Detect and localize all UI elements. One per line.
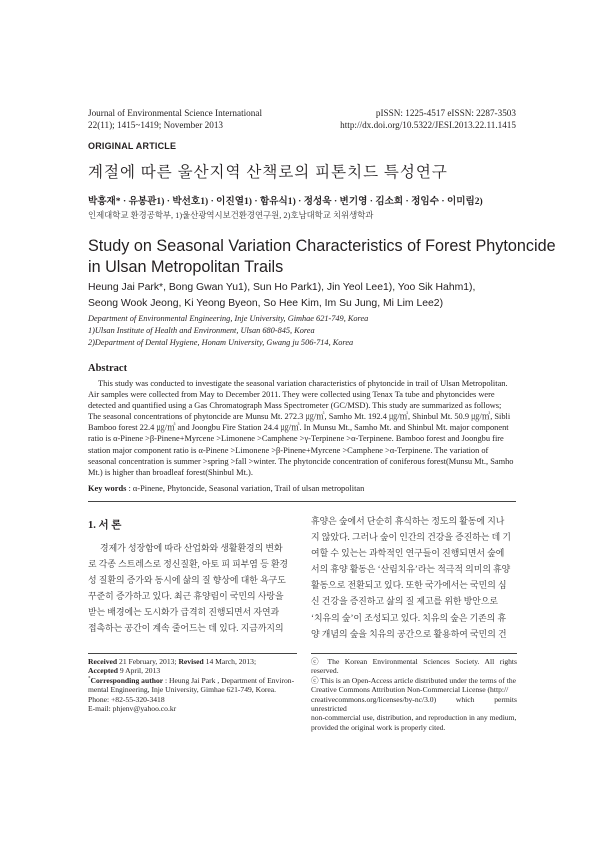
korean-title: 계절에 따른 울산지역 산책로의 피톤치드 특성연구 [88, 164, 448, 181]
abstract-line: detected and quantified using a Gas Chromatograph Mass Spectrometer (GC/MSD). This study are summarized as follows; [88, 401, 502, 411]
keywords [88, 484, 364, 493]
abstract-heading: Abstract [88, 363, 128, 374]
footnote-rule-left [88, 653, 297, 654]
issn: pISSN: 1225-4517 eISSN: 2287-3503 [375, 108, 516, 118]
affiliation-list [88, 313, 368, 350]
english-title-line2: in Ulsan Metropolitan Trails [88, 258, 284, 276]
korean-affiliations: 인제대학교 환경공학부, 1)울산광역시보건환경연구원, 2)호남대학교 치위생학과 [88, 211, 374, 220]
abstract-line: Mt.) is higher than broadleaf forest(Shinbul Mt.). [88, 467, 253, 477]
license-line: ⓒ This is an Open-Access article distributed under the terms of the [311, 675, 517, 685]
body-line: 성 질환의 증가와 동시에 삶의 질 향상에 대한 욕구도 [88, 575, 286, 586]
body-line: 지 않았다. 그러나 숲이 인간의 건강을 증진하는 데 기 [311, 532, 512, 543]
abstract-body [88, 378, 516, 478]
body-line: 여할 수 있는는 과학적인 연구들이 진행되면서 숲에 [311, 548, 505, 559]
footnote-rule-right [311, 653, 517, 654]
body-line: 서의 휴양 활동은 ‘산림치유’라는 적극적 의미의 휴양 [311, 564, 511, 575]
journal-volume: 22(11); 1415~1419; November 2013 [88, 120, 224, 130]
abstract-line: This study was conducted to investigate the seasonal variation characteristics of phytoncide in trail of Ulsan Metropolitan. [98, 379, 508, 388]
revised-label: Revised [178, 657, 204, 666]
abstract-line: ratio is α-Pinene >β-Pinene+Myrcene >Limonene >Camphene >γ-Terpinene >α-Terpinene. Bamboo forest and Joongbu fire [88, 434, 504, 444]
english-title-line1: Study on Seasonal Variation Characteristics of Forest Phytoncide [88, 237, 556, 255]
email[interactable]: E-mail: phjenv@yahoo.co.kr [88, 704, 177, 714]
korean-authors: 박흥재* · 유봉관1) · 박선호1) · 이진열1) · 함유식1) · 정성욱 · 변기영 · 김소희 · 정임수 · 이미림2) [88, 196, 483, 207]
body-line: ‘치유의 숲’이 조성되고 있다. 치유의 숲은 기존의 휴 [311, 612, 507, 623]
license-line: provided the original work is properly cited. [311, 722, 446, 732]
received-date: 21 February, 2013; [119, 657, 177, 666]
body-line: 접촉하는 공간이 계속 줄어드는 데 있다. 지금까지의 [88, 623, 284, 634]
right-column [311, 513, 517, 642]
corresponding-text: : Heung Jai Park , Department of Environ- [165, 675, 295, 685]
abstract-line: Bamboo forest 22.4 ㎍/㎥ and Joongbu Fire Station 24.4 ㎍/㎥. In Munsu Mt., Samho Mt. and Shinbul Mt. major component [88, 423, 509, 433]
english-authors-line2: Seong Wook Jeong, Ki Yeong Byeon, So Hee Kim, Im Su Jung, Mi Lim Lee2) [88, 298, 444, 309]
section-heading: 1. 서 론 [88, 520, 122, 531]
corresponding-label: Corresponding author [90, 675, 164, 685]
license-line: creativecommons.org/licenses/by-nc/3.0) which permits unrestricted [311, 694, 517, 714]
journal-name: Journal of Environmental Science International [88, 108, 262, 118]
body-line: 양 개념의 숲을 치유의 공간으로 활용하여 국민의 건 [311, 628, 507, 639]
footnote-left [88, 657, 297, 713]
corresponding-author-line: *Corresponding author : Heung Jai Park , Department of Environ- [88, 675, 295, 685]
corresponding-author-line-2: mental Engineering, Inje University, Gimhae 621-749, Korea. [88, 685, 277, 695]
copyright-line: ⓒ The Korean Environmental Sciences Society. All rights reserved. [311, 657, 517, 676]
divider [88, 501, 516, 502]
accepted-date: 9 April, 2013 [119, 666, 161, 676]
left-column [88, 540, 296, 637]
doi-link[interactable]: http://dx.doi.org/10.5322/JESI.2013.22.11.1415 [340, 120, 516, 130]
keywords-text: : α-Pinene, Phytoncide, Seasonal variation, Trail of ulsan metropolitan [128, 484, 365, 493]
body-line: 꾸준히 증가하고 있다. 최근 휴양림이 국민의 사랑을 [88, 591, 284, 602]
body-line: 휴양은 숲에서 단순히 휴식하는 정도의 활동에 지나 [311, 516, 505, 526]
english-authors-line1: Heung Jai Park*, Bong Gwan Yu1), Sun Ho Park1), Jin Yeol Lee1), Yoo Sik Hahm1), [88, 282, 476, 293]
keywords-label: Key words [88, 484, 127, 493]
article-type: ORIGINAL ARTICLE [88, 141, 177, 151]
affiliation-1: Department of Environmental Engineering, Inje University, Gimhae 621-749, Korea [88, 314, 369, 323]
abstract-line: The seasonal concentrations of phytoncide are Munsu Mt. 272.3 ㎍/㎥, Samho Mt. 192.4 ㎍/㎥, Shinbul Mt. 50.9 ㎍/㎥, Sibli [88, 412, 511, 422]
phone: Phone: +82-55-320-3418 [88, 694, 165, 704]
body-line: 받는 배경에는 도시화가 급격히 진행되면서 자연과 [88, 607, 280, 618]
abstract-line: seasonal concentration is summer >spring >fall >winter. The phytoncide concentration of coniferous forest(Munsu Mt., Samho [88, 456, 514, 466]
affiliation-2: 1)Ulsan Institute of Health and Environment, Ulsan 680-845, Korea [88, 326, 315, 336]
abstract-line: Air samples were collected from May to December 2011. They were collected using Tenax Ta tube and phytoncides were [88, 390, 495, 400]
received-line [88, 657, 297, 666]
accepted-label: Accepted [88, 666, 118, 676]
license-line: Creative Commons Attribution Non-Commercial License (http:// [311, 685, 509, 695]
received-label: Received [88, 657, 118, 666]
affiliation-3: 2)Department of Dental Hygiene, Honam University, Gwang ju 506-714, Korea [88, 338, 354, 348]
footnote-right [311, 657, 517, 732]
body-line: 신 건강을 증진하고 삶의 질 제고를 위한 방안으로 [311, 596, 498, 607]
accepted-line [88, 666, 297, 675]
body-line: 로 각종 스트레스로 정신질환, 아토 피 피부염 등 환경 [88, 559, 289, 570]
body-line: 경제가 성장함에 따라 산업화와 생활환경의 변화 [100, 543, 283, 553]
body-line: 활동으로 전환되고 있다. 또한 국가에서는 국민의 심 [311, 580, 507, 591]
abstract-line: station major component ratio is α-Pinene >Limonene >β-Pinene+Myrcene >Camphene >α-Terpinene. The variation of [88, 445, 489, 455]
revised-date: 14 March, 2013; [205, 657, 257, 666]
license-line: non-commercial use, distribution, and reproduction in any medium, [311, 713, 517, 723]
